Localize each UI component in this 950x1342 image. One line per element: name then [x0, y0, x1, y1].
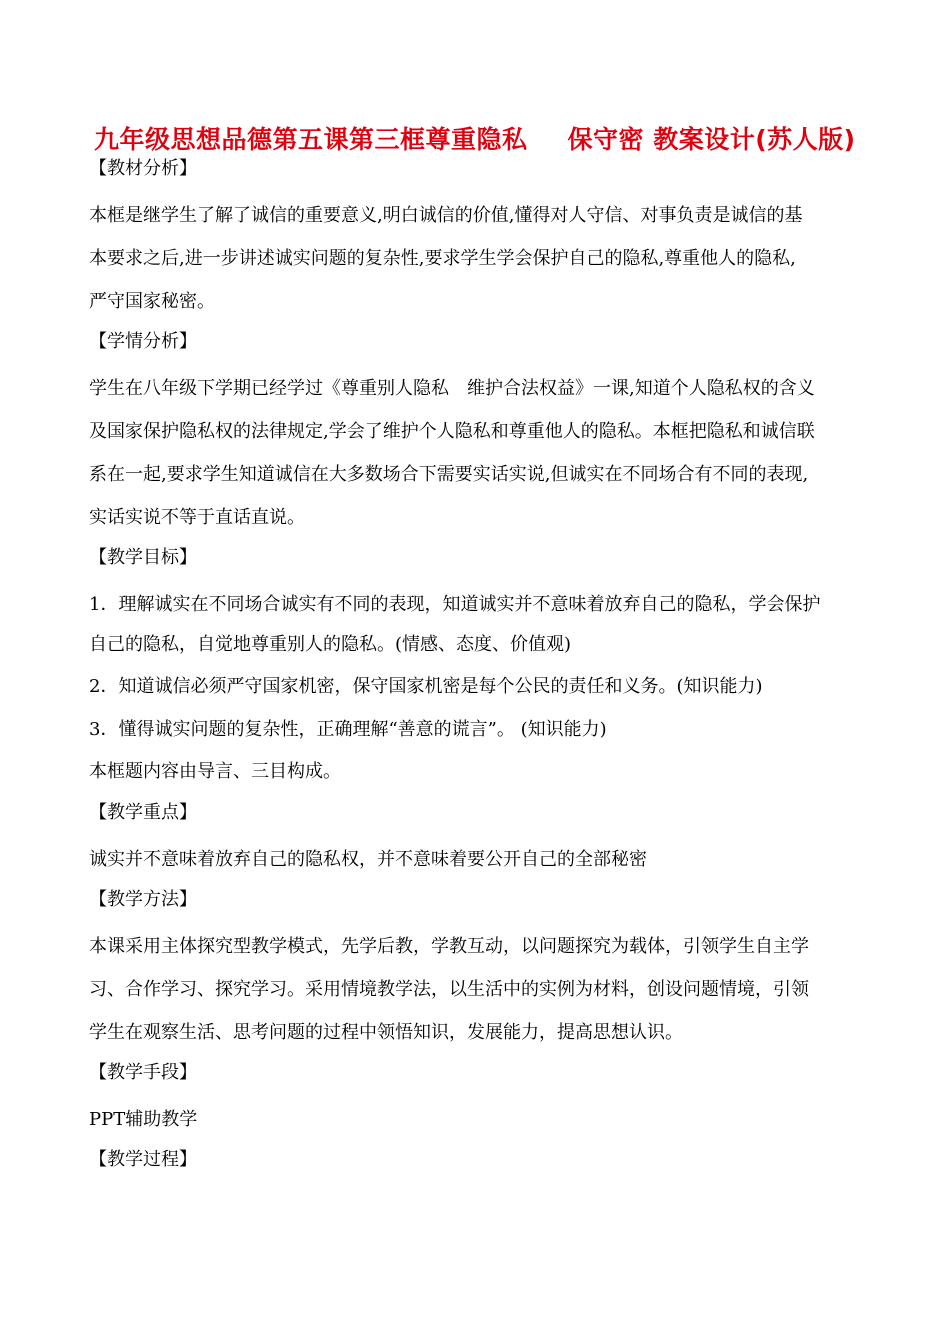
section-heading: 【学情分析】 [89, 331, 197, 352]
paragraph-line: 严守国家秘密。 [89, 291, 215, 312]
section-student-analysis [89, 323, 863, 539]
paragraph-line: 系在一起,要求学生知道诚信在大多数场合下需要实话实说,但诚实在不同场合有不同的表现, [89, 464, 809, 485]
paragraph-line: PPT辅助教学 [89, 1109, 198, 1130]
section-heading: 【教学重点】 [89, 802, 197, 823]
section-means [89, 1054, 863, 1141]
title-part-1: 九年级思想品德第五课第三框尊重隐私 [94, 125, 528, 154]
goal-line: 本框题内容由导言、三目构成。 [89, 761, 341, 782]
paragraph-line: 实话实说不等于直话直说。 [89, 507, 305, 528]
section-key-points [89, 794, 863, 881]
goal-line: 3．懂得诚实问题的复杂性，正确理解“善意的谎言”。 (知识能力) [89, 719, 607, 740]
goal-line: 2．知道诚信必须严守国家机密，保守国家机密是每个公民的责任和义务。(知识能力) [89, 676, 763, 697]
section-heading: 【教学目标】 [89, 547, 197, 568]
paragraph-line: 诚实并不意味着放弃自己的隐私权，并不意味着要公开自己的全部秘密 [89, 849, 647, 870]
paragraph-line: 及国家保护隐私权的法律规定,学会了维护个人隐私和尊重他人的隐私。本框把隐私和诚信联 [89, 421, 815, 442]
section-teaching-goals [89, 539, 863, 794]
document-body [89, 150, 863, 1185]
section-heading: 【教学过程】 [89, 1149, 197, 1170]
paragraph-line: 本要求之后,进一步讲述诚实问题的复杂性,要求学生学会保护自己的隐私,尊重他人的隐私, [89, 248, 796, 269]
section-heading: 【教学方法】 [89, 889, 197, 910]
section-methods [89, 881, 863, 1054]
paragraph-line: 学生在八年级下学期已经学过《尊重别人隐私 维护合法权益》一课,知道个人隐私权的含义 [89, 378, 815, 399]
paragraph-line: 学生在观察生活、思考问题的过程中领悟知识，发展能力，提高思想认识。 [89, 1022, 683, 1043]
goal-line: 1．理解诚实在不同场合诚实有不同的表现，知道诚实并不意味着放弃自己的隐私，学会保护 [89, 594, 821, 615]
paragraph-line: 习、合作学习、探究学习。采用情境教学法，以生活中的实例为材料，创设问题情境，引领 [89, 979, 809, 1000]
section-heading: 【教材分析】 [89, 158, 197, 179]
section-heading: 【教学手段】 [89, 1062, 197, 1083]
goal-line: 自己的隐私，自觉地尊重别人的隐私。(情感、态度、价值观) [89, 634, 572, 655]
section-textbook-analysis [89, 150, 863, 323]
paragraph-line: 本课采用主体探究型教学模式，先学后教，学教互动，以问题探究为载体，引领学生自主学 [89, 936, 809, 957]
title-part-2: 保守密 教案设计(苏人版) [567, 125, 856, 154]
paragraph-line: 本框是继学生了解了诚信的重要意义,明白诚信的价值,懂得对人守信、对事负责是诚信的基 [89, 205, 803, 226]
section-process [89, 1141, 863, 1185]
